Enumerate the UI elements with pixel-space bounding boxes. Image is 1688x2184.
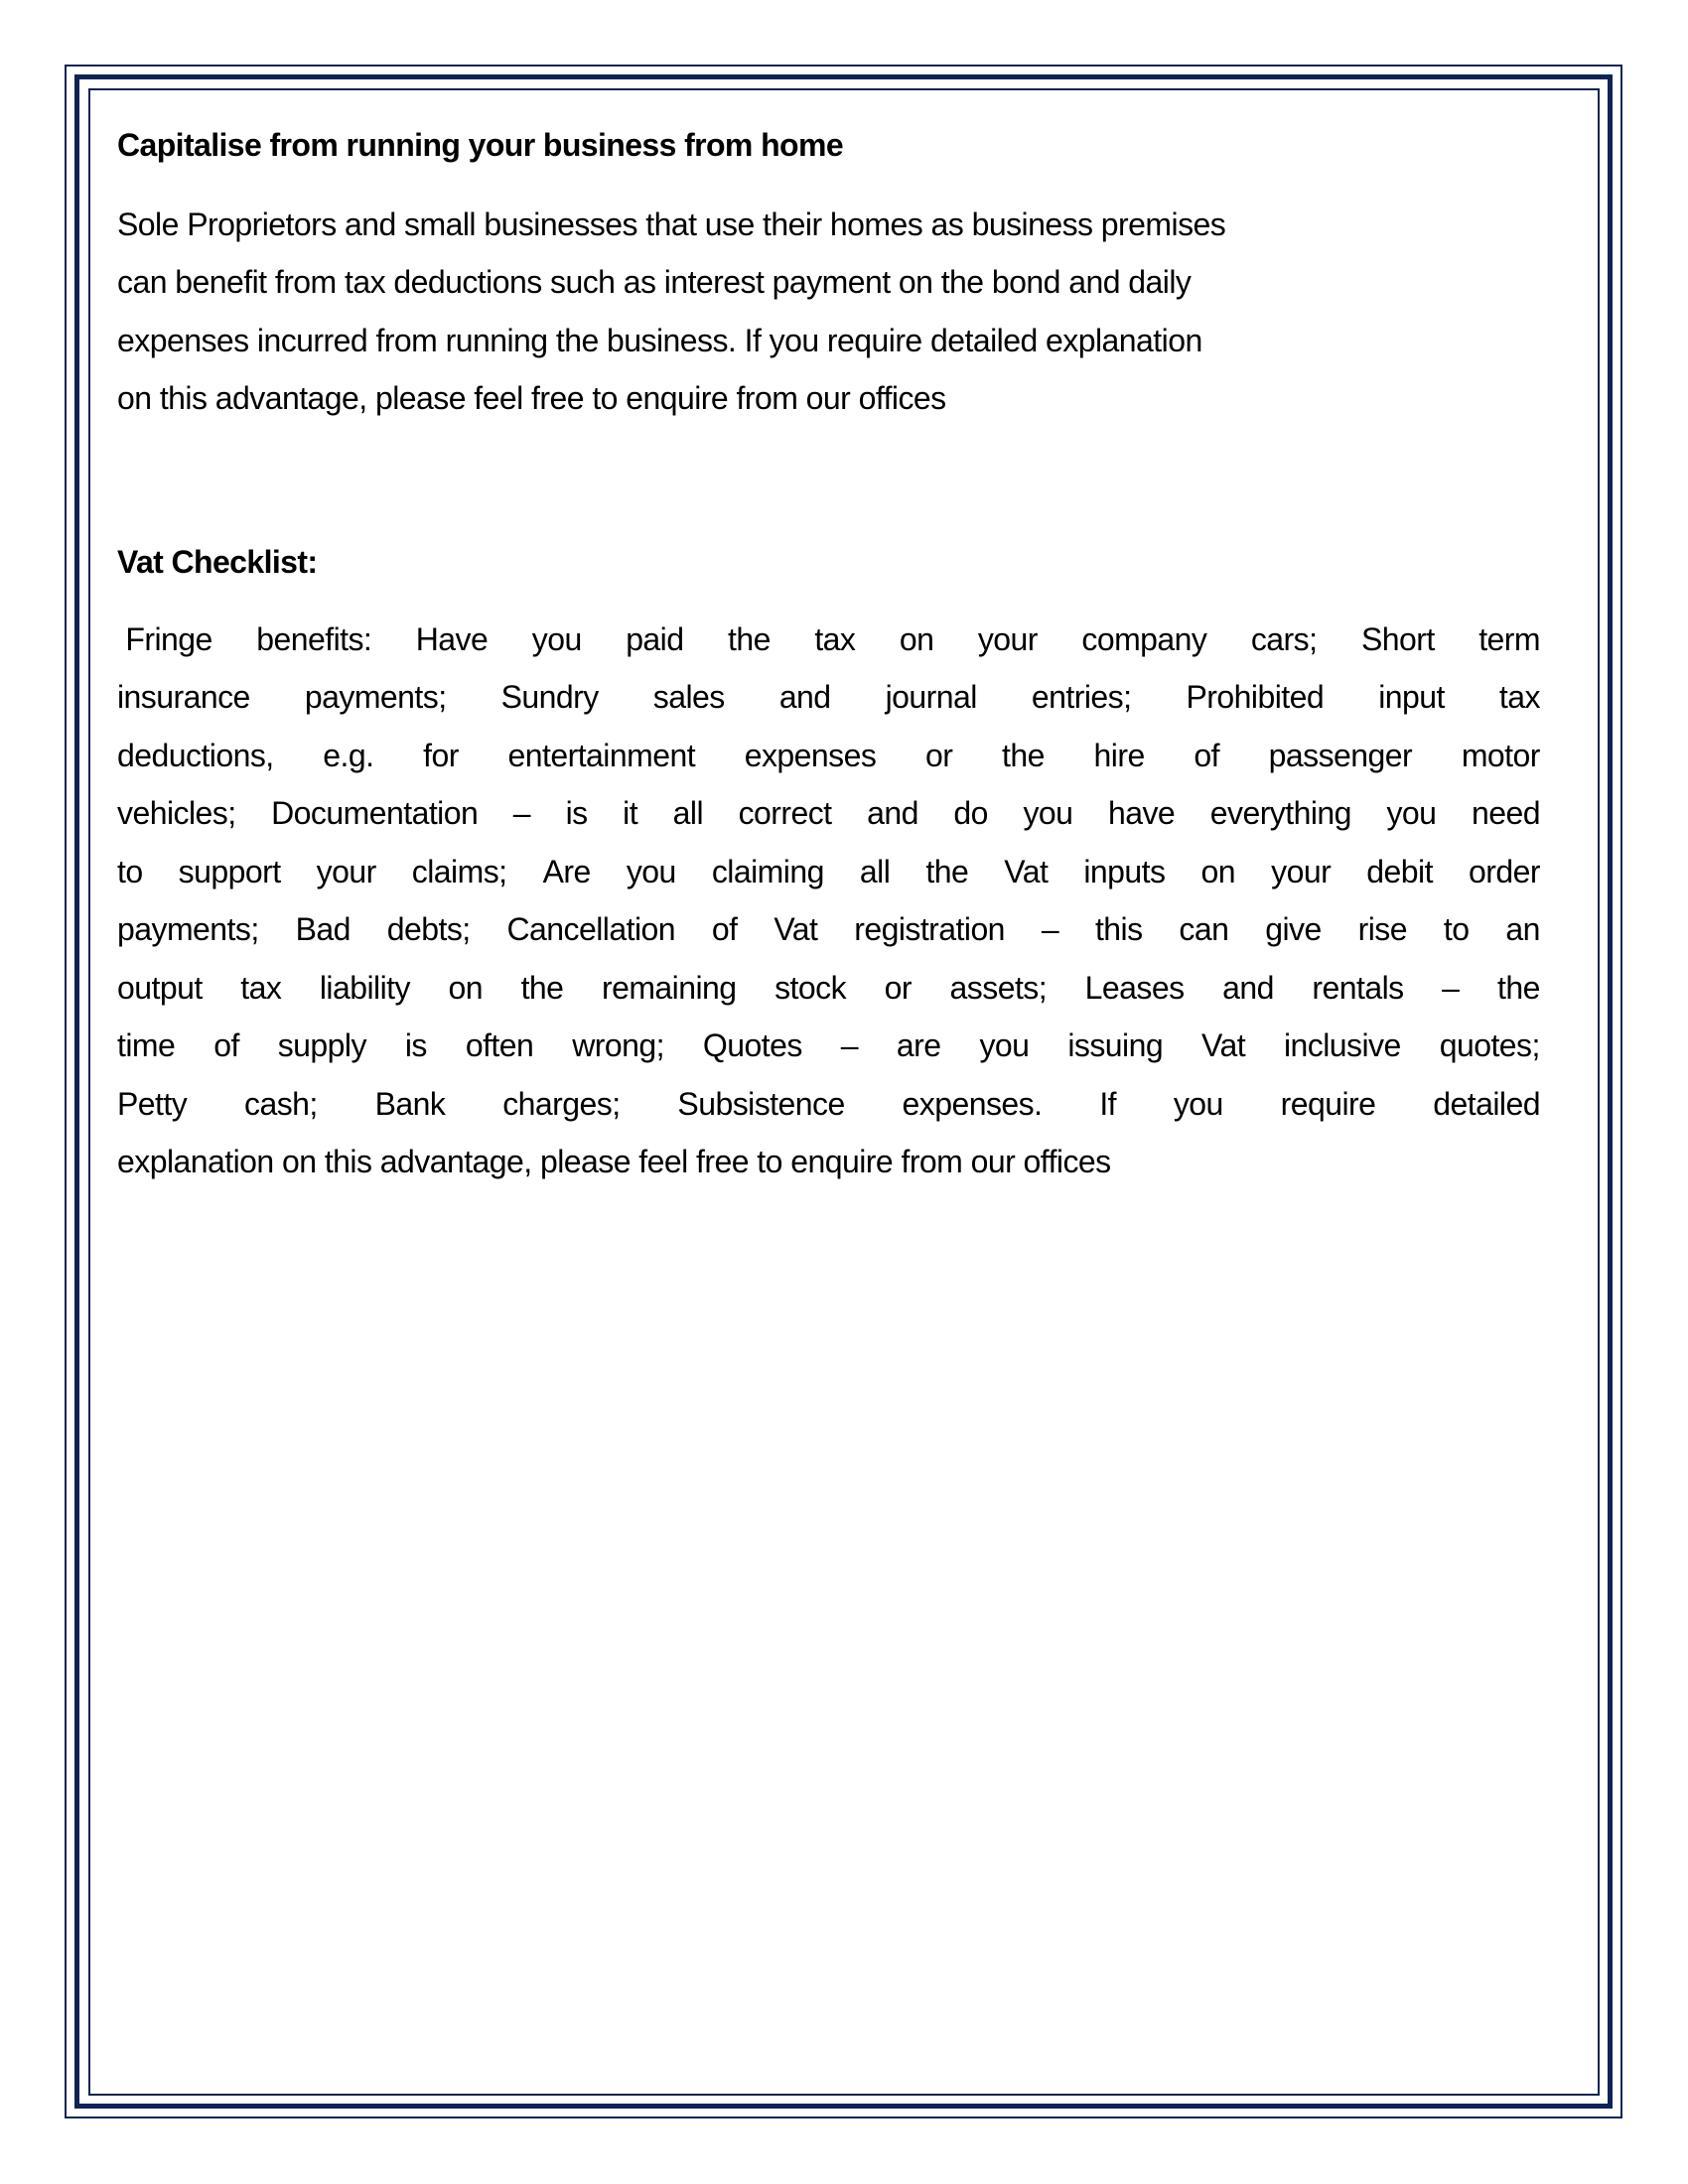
word: all: [859, 854, 891, 889]
word: your: [316, 854, 376, 889]
word: registration: [854, 911, 1005, 947]
word: Have: [415, 621, 489, 657]
word: Petty: [117, 1086, 188, 1122]
word: you: [1386, 795, 1437, 831]
paragraph-line-justified: [117, 1084, 1540, 1124]
word: entries;: [1031, 679, 1132, 715]
word: supply: [277, 1027, 366, 1063]
word: your: [977, 621, 1038, 657]
word: to: [1443, 911, 1470, 947]
word: can: [1179, 911, 1229, 947]
paragraph-line-justified: [117, 909, 1540, 949]
word: support: [178, 854, 281, 889]
word: require: [1280, 1086, 1376, 1122]
word: Bad: [295, 911, 351, 947]
word: Are: [542, 854, 591, 889]
word: and: [778, 679, 831, 715]
word: Fringe: [117, 621, 212, 657]
word: of: [711, 911, 738, 947]
word: journal: [885, 679, 977, 715]
paragraph-line: Sole Proprietors and small businesses that use their homes as business premises: [117, 206, 1226, 242]
word: entertainment: [507, 738, 696, 773]
word: give: [1265, 911, 1322, 947]
word: on: [899, 621, 934, 657]
word: Vat: [1201, 1027, 1246, 1063]
word: tax: [240, 970, 282, 1006]
word: charges;: [502, 1086, 621, 1122]
word: –: [512, 795, 531, 831]
word: wrong;: [572, 1027, 664, 1063]
word: is: [404, 1027, 427, 1063]
word: are: [896, 1027, 941, 1063]
word: insurance: [117, 679, 250, 715]
word: your: [1271, 854, 1332, 889]
word: hire: [1093, 738, 1145, 773]
paragraph-line: can benefit from tax deductions such as interest payment on the bond and daily: [117, 264, 1192, 300]
word: expenses.: [902, 1086, 1043, 1122]
word: you: [626, 854, 676, 889]
word: inclusive: [1283, 1027, 1401, 1063]
word: do: [953, 795, 988, 831]
word: term: [1478, 621, 1540, 657]
word: input: [1378, 679, 1445, 715]
word: is: [565, 795, 588, 831]
word: claims;: [411, 854, 507, 889]
word: this: [1094, 911, 1143, 947]
word: Vat: [774, 911, 818, 947]
word: everything: [1209, 795, 1351, 831]
word: –: [1041, 911, 1059, 947]
word: paid: [626, 621, 684, 657]
word: deductions,: [117, 738, 274, 773]
word: Cancellation: [506, 911, 675, 947]
paragraph-line-justified: [117, 968, 1540, 1008]
word: benefits:: [256, 621, 372, 657]
word: assets;: [949, 970, 1048, 1006]
word: the: [727, 621, 771, 657]
word: need: [1471, 795, 1540, 831]
word: Vat: [1004, 854, 1049, 889]
word: payments;: [117, 911, 259, 947]
word: cars;: [1250, 621, 1318, 657]
word: on: [1200, 854, 1236, 889]
word: it: [623, 795, 638, 831]
word: Bank: [374, 1086, 446, 1122]
word: Leases: [1084, 970, 1185, 1006]
paragraph-line-justified: [117, 619, 1540, 659]
word: you: [1173, 1086, 1223, 1122]
word: motor: [1461, 738, 1540, 773]
paragraph-line-justified: [117, 793, 1540, 833]
paragraph-line-justified: [117, 852, 1540, 891]
word: output: [117, 970, 203, 1006]
word: debts;: [386, 911, 471, 947]
word: the: [925, 854, 969, 889]
word: sales: [652, 679, 725, 715]
paragraph-line: explanation on this advantage, please feel free to enquire from our offices: [117, 1144, 1111, 1179]
paragraph-line-justified: [117, 736, 1540, 775]
word: order: [1469, 854, 1540, 889]
word: an: [1505, 911, 1540, 947]
word: stock: [774, 970, 847, 1006]
word: vehicles;: [117, 795, 236, 831]
word: have: [1107, 795, 1176, 831]
word: the: [1002, 738, 1045, 773]
word: If: [1099, 1086, 1116, 1122]
word: the: [1496, 970, 1540, 1006]
word: passenger: [1268, 738, 1413, 773]
word: rise: [1357, 911, 1408, 947]
word: often: [465, 1027, 534, 1063]
word: remaining: [601, 970, 737, 1006]
word: time: [117, 1027, 176, 1063]
word: payments;: [304, 679, 447, 715]
word: e.g.: [323, 738, 374, 773]
word: or: [925, 738, 953, 773]
word: correct: [738, 795, 832, 831]
word: Prohibited: [1186, 679, 1325, 715]
word: and: [867, 795, 918, 831]
word: liability: [319, 970, 410, 1006]
word: of: [1194, 738, 1219, 773]
paragraph-line: expenses incurred from running the business. If you require detailed explanation: [117, 323, 1202, 358]
word: you: [979, 1027, 1030, 1063]
word: Sundry: [500, 679, 599, 715]
paragraph-line-justified: [117, 1025, 1540, 1065]
word: debit: [1366, 854, 1433, 889]
word: claiming: [711, 854, 824, 889]
word: you: [531, 621, 582, 657]
word: issuing: [1067, 1027, 1164, 1063]
section-heading-home-business: Capitalise from running your business from home: [117, 127, 844, 163]
word: you: [1023, 795, 1073, 831]
word: the: [520, 970, 564, 1006]
word: expenses: [744, 738, 877, 773]
word: to: [117, 854, 143, 889]
word: of: [213, 1027, 239, 1063]
word: –: [1442, 970, 1460, 1006]
word: Subsistence: [677, 1086, 845, 1122]
word: or: [884, 970, 912, 1006]
word: tax: [814, 621, 856, 657]
word: rentals: [1312, 970, 1404, 1006]
word: tax: [1498, 679, 1540, 715]
word: Quotes: [702, 1027, 802, 1063]
word: and: [1222, 970, 1274, 1006]
word: all: [672, 795, 704, 831]
word: cash;: [244, 1086, 318, 1122]
paragraph-line: on this advantage, please feel free to enquire from our offices: [117, 380, 946, 416]
word: quotes;: [1439, 1027, 1540, 1063]
word: Documentation: [271, 795, 479, 831]
word: company: [1081, 621, 1207, 657]
word: –: [840, 1027, 858, 1063]
word: Short: [1360, 621, 1435, 657]
word: inputs: [1083, 854, 1166, 889]
section-heading-vat-checklist: Vat Checklist:: [117, 544, 318, 580]
word: on: [448, 970, 483, 1006]
paragraph-line-justified: [117, 677, 1540, 717]
word: for: [423, 738, 459, 773]
word: detailed: [1433, 1086, 1540, 1122]
